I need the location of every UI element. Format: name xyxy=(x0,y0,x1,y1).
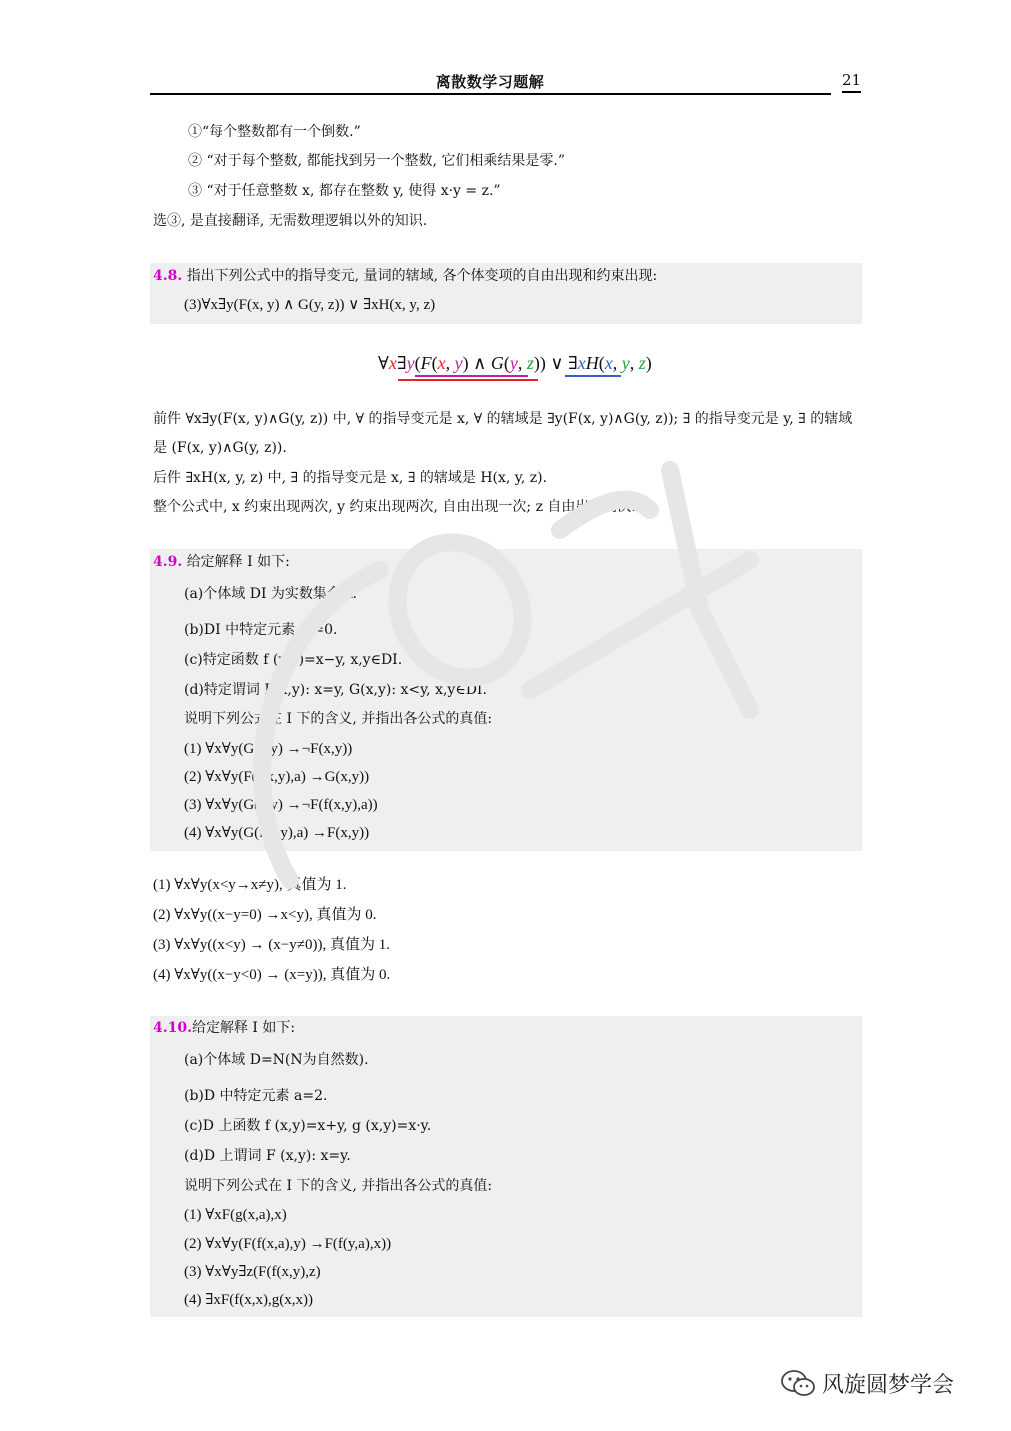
exercise-4-10-item-d: (d)D 上谓词 F (x,y): x=y. xyxy=(184,1148,351,1164)
exercise-4-9-item-d: (d)特定谓词 F(x,y): x=y, G(x,y): x<y, x,y∈DI. xyxy=(184,682,487,698)
intro-item-1: ①“每个整数都有一个倒数.” xyxy=(188,124,361,140)
wechat-icon xyxy=(780,1368,816,1404)
page-header-title: 离散数学习题解 xyxy=(435,73,545,91)
intro-item-2: ② “对于每个整数, 都能找到另一个整数, 它们相乘结果是零.” xyxy=(188,153,566,169)
exercise-4-9-heading xyxy=(153,552,290,572)
colored-formula: ∀x∃y(F(x, y) ∧ G(y, z)) ∨ ∃xH(x, y, z) xyxy=(378,353,652,373)
header-rule xyxy=(150,93,831,95)
exercise-4-9-formula-3: (3) ∀x∀y(G(x,y) →¬F(f(x,y),a)) xyxy=(184,797,378,813)
exercise-4-10-heading xyxy=(153,1018,295,1038)
exercise-4-9-formula-2: (2) ∀x∀y(F(f(x,y),a) →G(x,y)) xyxy=(184,769,370,785)
exercise-4-9-item-a: (a)个体域 DI 为实数集合ℝ. xyxy=(184,586,358,602)
page-number: 21 xyxy=(842,71,862,89)
exercise-4-8-answer-3: 后件 ∃xH(x, y, z) 中, ∃ 的指导变元是 x, ∃ 的辖域是 H(x, y, z). xyxy=(153,470,548,486)
exercise-4-8-answer-2: 是 (F(x, y)∧G(y, z)). xyxy=(153,440,287,456)
exists-scope-underline xyxy=(415,375,528,377)
exercise-4-9-instruction: 说明下列公式在 I 下的含义, 并指出各公式的真值: xyxy=(184,711,493,727)
exercise-4-9-formula-1: (1) ∀x∀y(G(x,y) →¬F(x,y)) xyxy=(184,741,353,757)
exercise-number: 4.9. xyxy=(153,554,183,570)
exercise-number: 4.8. xyxy=(153,268,183,284)
exercise-number: 4.10. xyxy=(153,1020,192,1036)
exercise-4-8-answer-1: 前件 ∀x∃y(F(x, y)∧G(y, z)) 中, ∀ 的指导变元是 x, ∀ 的辖域是 ∃y(F(x, y)∧G(y, z)); ∃ 的指导变元是 y, ∃ 的辖域 xyxy=(153,411,853,427)
exercise-4-8-heading xyxy=(153,266,657,286)
page-number-rule xyxy=(842,91,861,93)
exercise-4-9-answer-3: (3) ∀x∀y((x<y) → (x−y≠0)), 真值为 1. xyxy=(153,937,390,953)
exercise-4-9-item-b: (b)DI 中特定元素 a =0. xyxy=(184,622,338,638)
exercise-4-9-item-c: (c)特定函数 f (x,y)=x−y, x,y∈DI. xyxy=(184,652,403,668)
exercise-4-10-item-a: (a)个体域 D=N(N为自然数). xyxy=(184,1052,369,1068)
footer-brand-name: 风旋圆梦学会 xyxy=(822,1373,955,1398)
exercise-4-10-instruction: 说明下列公式在 I 下的含义, 并指出各公式的真值: xyxy=(184,1178,493,1194)
exercise-4-10-formula-1: (1) ∀xF(g(x,a),x) xyxy=(184,1207,287,1223)
exercise-4-9-answer-2: (2) ∀x∀y((x−y=0) →x<y), 真值为 0. xyxy=(153,907,377,923)
exercise-4-10-item-c: (c)D 上函数 f (x,y)=x+y, g (x,y)=x·y. xyxy=(184,1118,432,1134)
exercise-4-8-answer-4: 整个公式中, x 约束出现两次, y 约束出现两次, 自由出现一次; z 自由出现两次. xyxy=(153,499,636,515)
exercise-4-9-answer-1: (1) ∀x∀y(x<y→x≠y), 真值为 1. xyxy=(153,877,347,893)
forall-scope-underline xyxy=(398,379,538,381)
exercise-4-9-answer-4: (4) ∀x∀y((x−y<0) → (x=y)), 真值为 0. xyxy=(153,967,391,983)
exercise-4-10-item-b: (b)D 中特定元素 a=2. xyxy=(184,1088,328,1104)
exercise-question: 指出下列公式中的指导变元, 量词的辖域, 各个体变项的自由出现和约束出现: xyxy=(186,268,658,284)
exercise-4-10-formula-4: (4) ∃xF(f(x,x),g(x,x)) xyxy=(184,1292,313,1308)
intro-answer: 选③, 是直接翻译, 无需数理逻辑以外的知识. xyxy=(153,213,428,229)
exercise-4-9-formula-4: (4) ∀x∀y(G(f(x,y),a) →F(x,y)) xyxy=(184,825,370,841)
exercise-question: 给定解释 I 如下: xyxy=(186,554,290,570)
footer-brand xyxy=(780,1368,954,1404)
intro-item-3: ③ “对于任意整数 x, 都存在整数 y, 使得 x·y = z.” xyxy=(188,183,501,199)
exists-x-scope-underline xyxy=(565,375,621,377)
exercise-4-10-formula-3: (3) ∀x∀y∃z(F(f(x,y),z) xyxy=(184,1264,321,1280)
exercise-4-8-formula: (3)∀x∃y(F(x, y) ∧ G(y, z)) ∨ ∃xH(x, y, z) xyxy=(184,297,436,313)
exercise-question: 给定解释 I 如下: xyxy=(191,1020,296,1036)
exercise-4-10-formula-2: (2) ∀x∀y(F(f(x,a),y) →F(f(y,a),x)) xyxy=(184,1236,392,1252)
